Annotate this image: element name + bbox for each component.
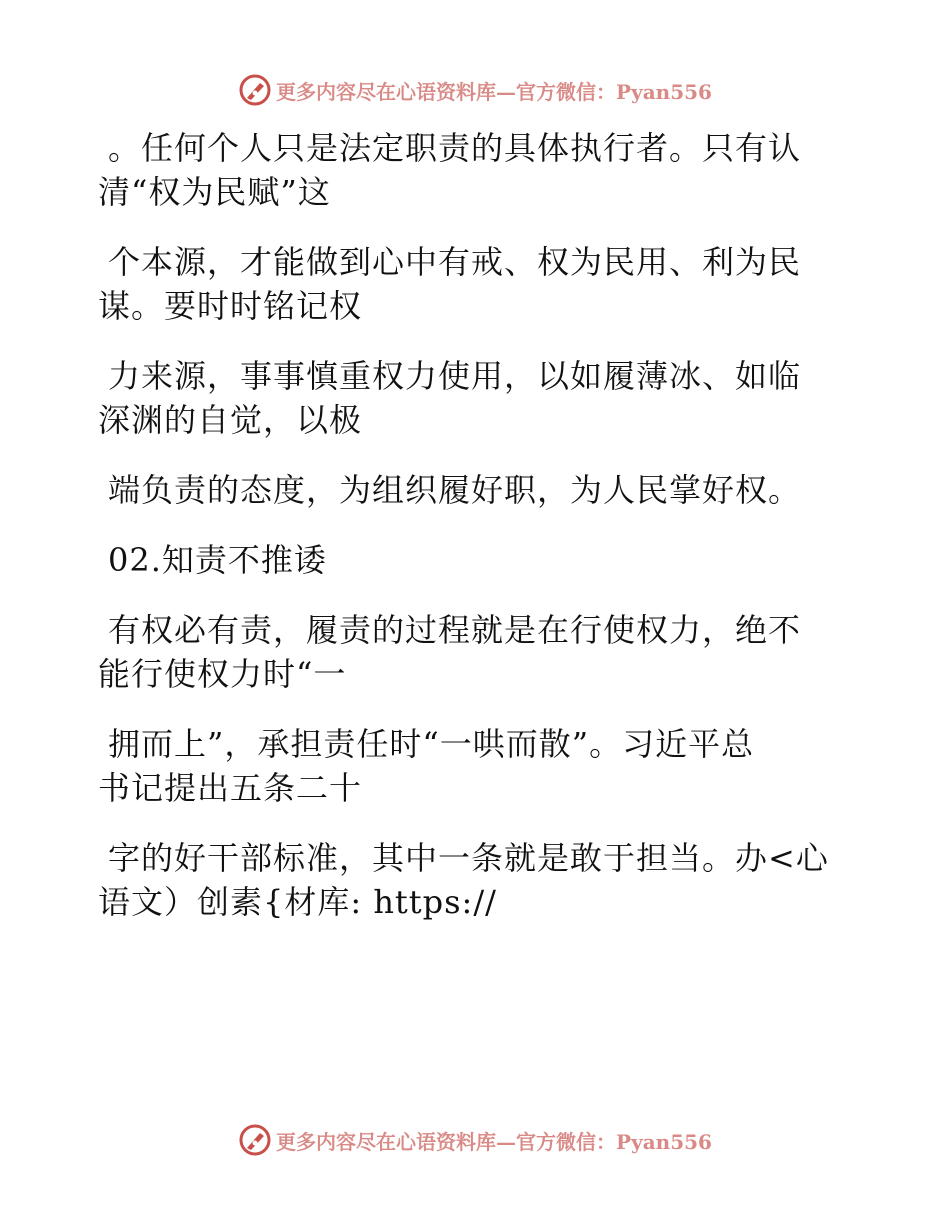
paragraph-line: 谋。要时时铭记权 [98, 287, 363, 325]
paragraph-line: 能行使权力时“一 [98, 655, 347, 693]
pen-nib-circle-logo-icon [238, 1123, 272, 1157]
paragraph-line: 端负责的态度，为组织履好职，为人民掌好权。 [108, 471, 802, 509]
section-heading: 02.知责不推诿 [108, 541, 327, 579]
footer-watermark-banner [0, 1118, 950, 1162]
document-body [98, 126, 858, 924]
watermark-text: 更多内容尽在心语资料库—官方微信：Pyan556 [276, 1129, 712, 1154]
paragraph-line: 有权必有责，履责的过程就是在行使权力，绝不 [108, 611, 802, 649]
paragraph-line: 。任何个人只是法定职责的具体执行者。只有认 [108, 129, 802, 167]
paragraph-line: 深渊的自觉，以极 [98, 401, 363, 439]
paragraph-line: 字的好干部标准，其中一条就是敢于担当。办<心 [108, 839, 829, 877]
paragraph-line: 语文）创素{材库: https:// [98, 883, 497, 921]
paragraph-line: 个本源，才能做到心中有戒、权为民用、利为民 [108, 243, 802, 281]
header-watermark-banner [0, 68, 950, 112]
pen-nib-circle-logo-icon [238, 73, 272, 107]
paragraph-line: 书记提出五条二十 [98, 769, 363, 807]
paragraph-line: 清“权为民赋”这 [98, 173, 331, 211]
paragraph-line: 力来源，事事慎重权力使用，以如履薄冰、如临 [108, 357, 802, 395]
paragraph-line: 拥而上”，承担责任时“一哄而散”。习近平总 [108, 725, 755, 763]
watermark-text: 更多内容尽在心语资料库—官方微信：Pyan556 [276, 79, 712, 104]
